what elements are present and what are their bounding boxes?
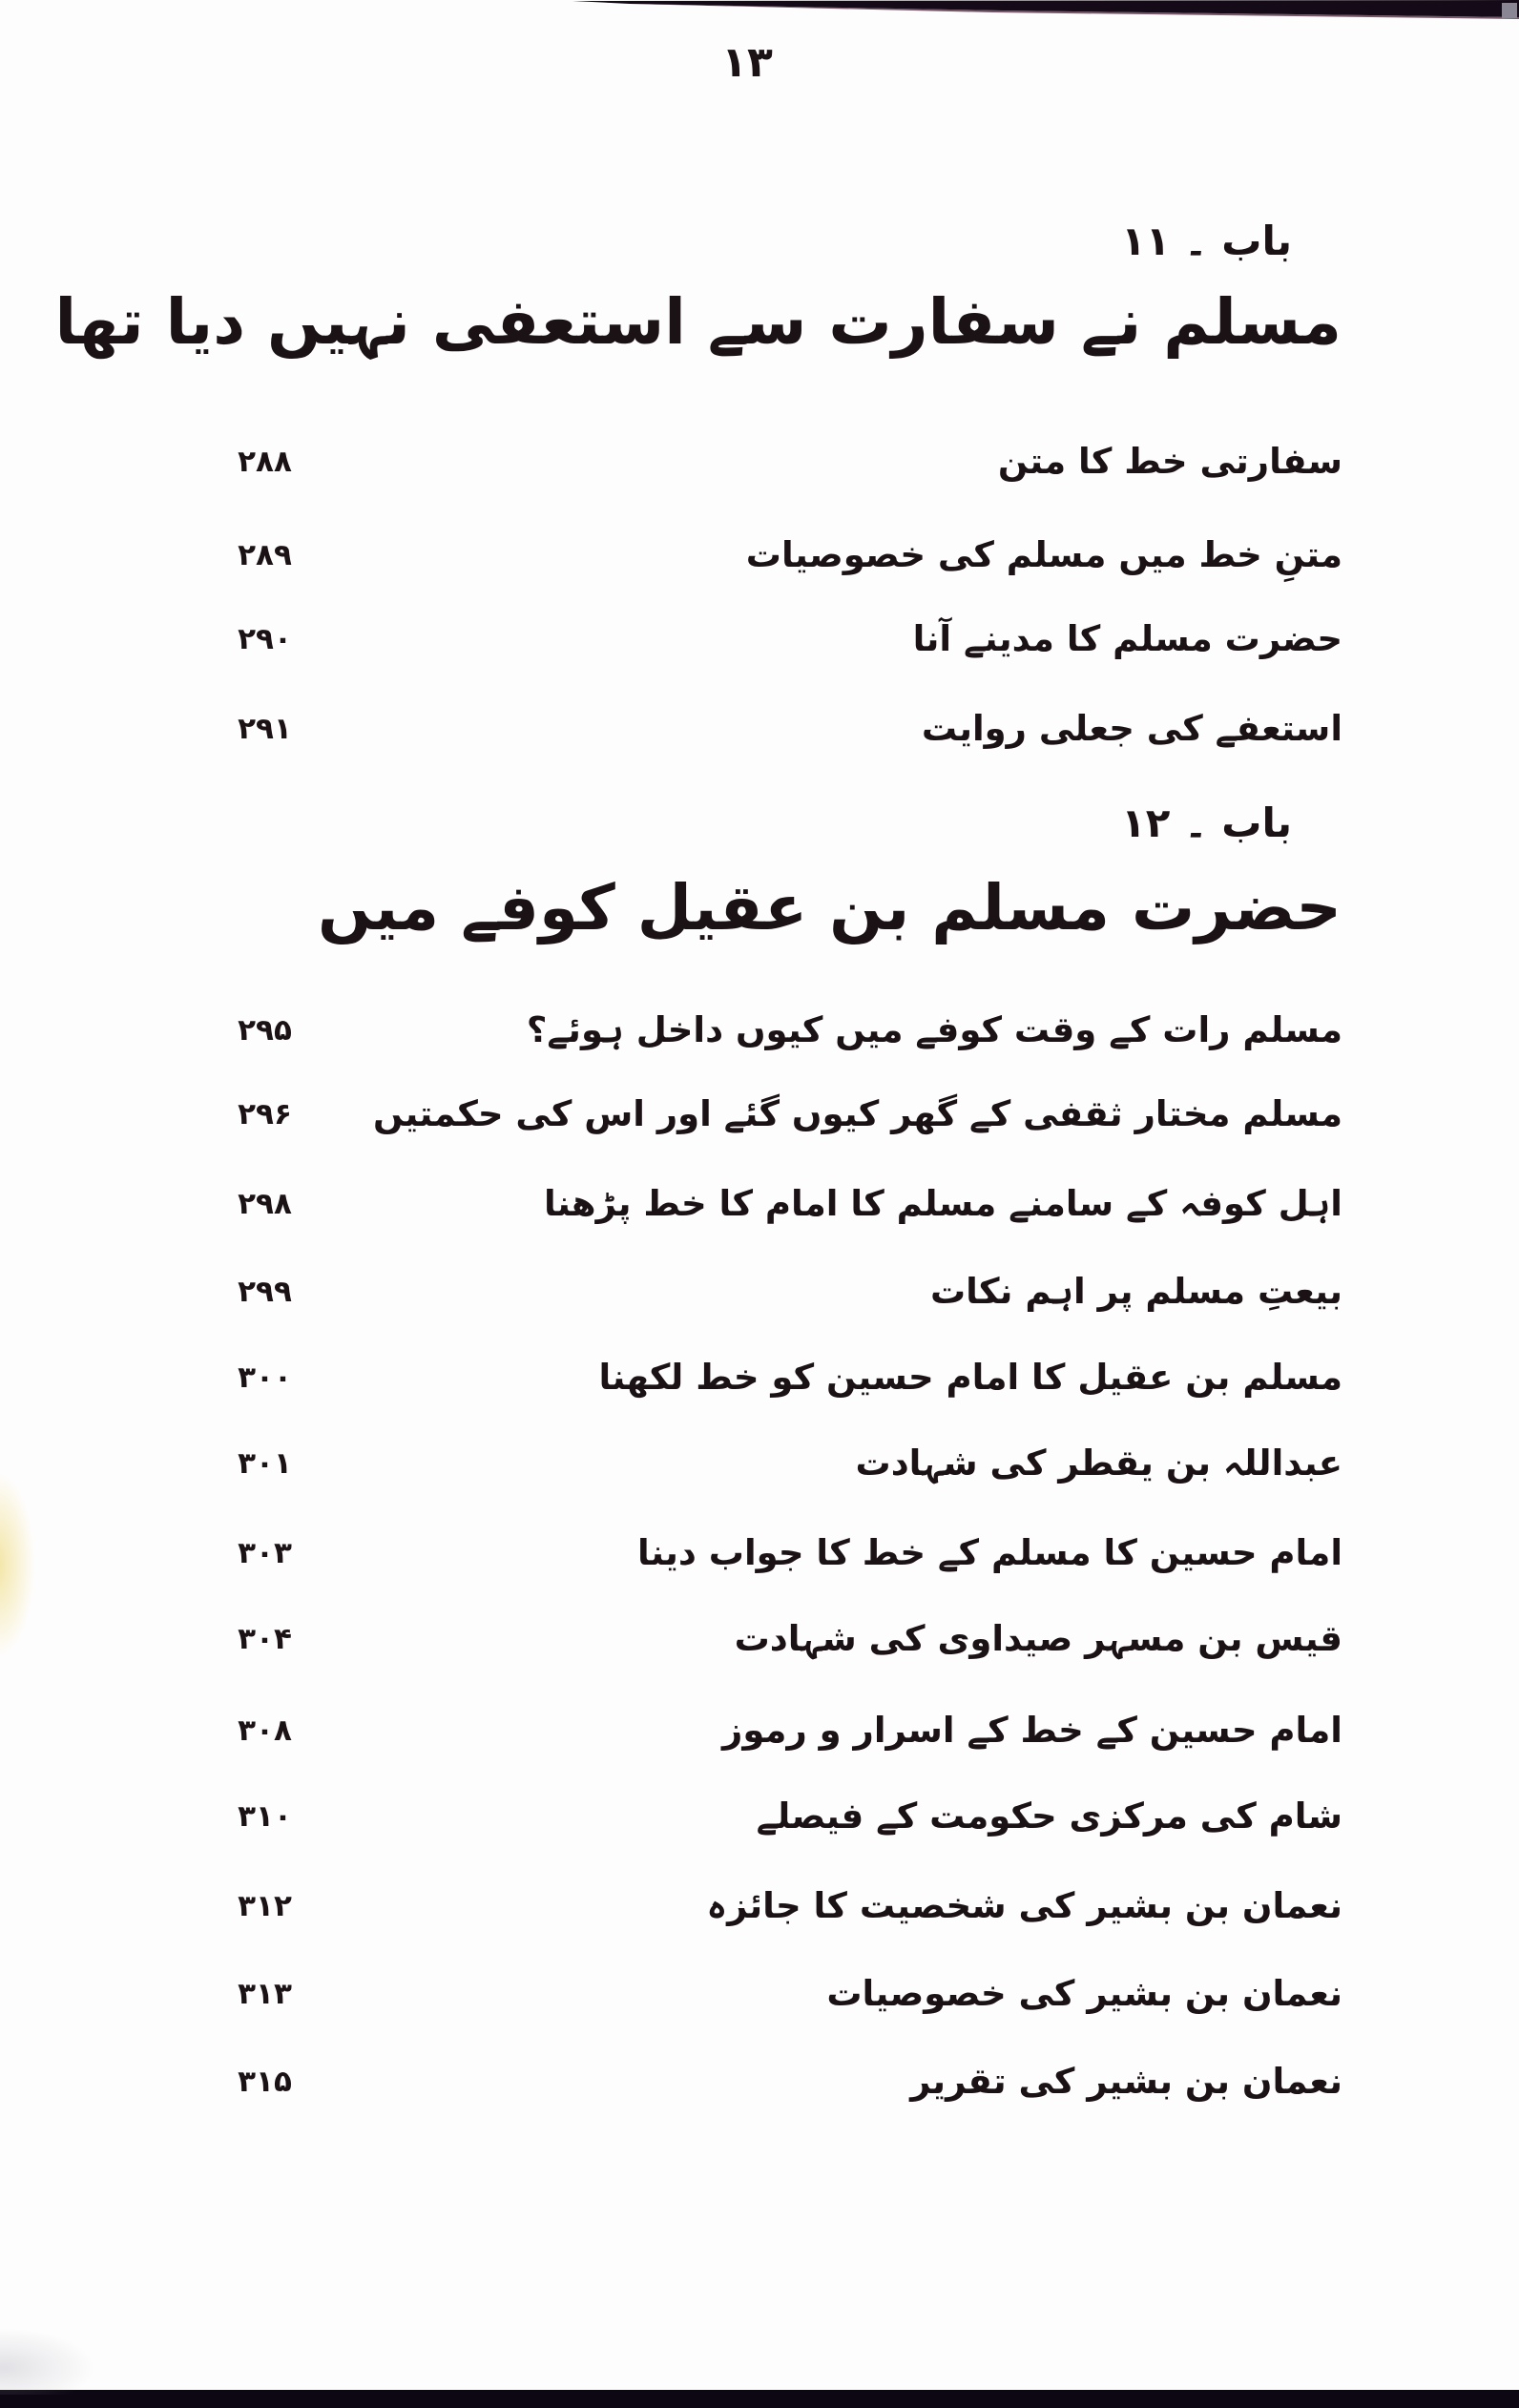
toc-entry-page: ۳۰۱ [238,1446,292,1481]
toc-row [215,1954,1342,2034]
toc-entry-page: ۲۹۱ [238,712,292,746]
toc-entry-label: مسلم مختار ثقفی کے گھر کیوں گئے اور اس کی حکمتیں [373,1092,1342,1134]
toc-entry-page: ۳۱۳ [238,1977,292,2011]
chapter-11-title: مسلم نے سفارت سے استعفی نہیں دیا تھا [54,285,1342,359]
toc-row [215,1691,1342,1771]
paper-smudge [0,2328,95,2395]
chapter-11-label: باب ۔ ۱۱ [1121,218,1292,264]
toc-row [215,1338,1342,1418]
toc-entry-page: ۲۹۰ [238,622,292,656]
toc-entry-label: نعمان بن بشیر کی تقریر [910,2060,1342,2102]
toc-row [215,599,1342,679]
toc-entry-label: سفارتی خط کا متن [997,440,1342,482]
page-number: ۱۳ [721,38,773,87]
toc-entry-page: ۲۸۹ [238,538,292,572]
scan-edge-top-artifact [0,0,1519,25]
toc-entry-label: مسلم رات کے وقت کوفے میں کیوں داخل ہوئے؟ [526,1008,1342,1050]
toc-row [215,515,1342,595]
toc-entry-page: ۳۰۰ [238,1360,292,1395]
toc-row [215,1423,1342,1504]
toc-row [215,422,1342,502]
toc-entry-label: حضرت مسلم کا مدینے آنا [912,617,1342,659]
toc-entry-label: مسلم بن عقیل کا امام حسین کو خط لکھنا [598,1356,1342,1398]
toc-entry-label: شام کی مرکزی حکومت کے فیصلے [756,1795,1342,1837]
toc-row [215,990,1342,1070]
toc-entry-label: استعفے کی جعلی روایت [921,707,1342,749]
toc-entry-label: امام حسین کا مسلم کے خط کا جواب دینا [637,1531,1342,1573]
toc-entry-page: ۲۸۸ [238,445,292,479]
chapter-12-label: باب ۔ ۱۲ [1121,799,1292,846]
toc-row [215,1252,1342,1332]
toc-row [215,1164,1342,1244]
toc-row [215,2042,1342,2122]
toc-entry-page: ۳۰۸ [238,1713,292,1748]
toc-row [215,1074,1342,1154]
toc-entry-page: ۳۱۲ [238,1889,292,1923]
scan-edge-bottom-artifact [0,2390,1519,2408]
toc-entry-page: ۲۹۸ [238,1187,292,1221]
toc-entry-label: نعمان بن بشیر کی خصوصیات [826,1972,1342,2014]
toc-entry-label: متنِ خط میں مسلم کی خصوصیات [745,533,1342,575]
chapter-12-title: حضرت مسلم بن عقیل کوفے میں [317,871,1342,945]
toc-entry-label: اہل کوفہ کے سامنے مسلم کا امام کا خط پڑھنا [543,1182,1342,1224]
toc-row [215,1599,1342,1679]
toc-entry-page: ۲۹۹ [238,1275,292,1309]
toc-entry-page: ۲۹۵ [238,1013,292,1048]
toc-entry-page: ۲۹۶ [238,1097,292,1131]
scan-corner-artifact [1502,3,1517,18]
toc-entry-label: قیس بن مسہر صیداوی کی شہادت [734,1617,1342,1659]
toc-entry-label: نعمان بن بشیر کی شخصیت کا جائزہ [706,1884,1342,1926]
toc-row [215,1866,1342,1946]
toc-entry-page: ۳۰۳ [238,1536,292,1570]
toc-entry-label: عبداللہ بن یقطر کی شہادت [855,1442,1342,1484]
toc-row [215,689,1342,769]
paper-stain [0,1474,34,1655]
toc-row [215,1513,1342,1593]
toc-entry-page: ۳۰۴ [238,1622,292,1656]
toc-entry-page: ۳۱۵ [238,2065,292,2099]
toc-entry-page: ۳۱۰ [238,1799,292,1834]
toc-row [215,1776,1342,1857]
toc-entry-label: بیعتِ مسلم پر اہم نکات [929,1270,1342,1312]
toc-entry-label: امام حسین کے خط کے اسرار و رموز [722,1709,1342,1751]
